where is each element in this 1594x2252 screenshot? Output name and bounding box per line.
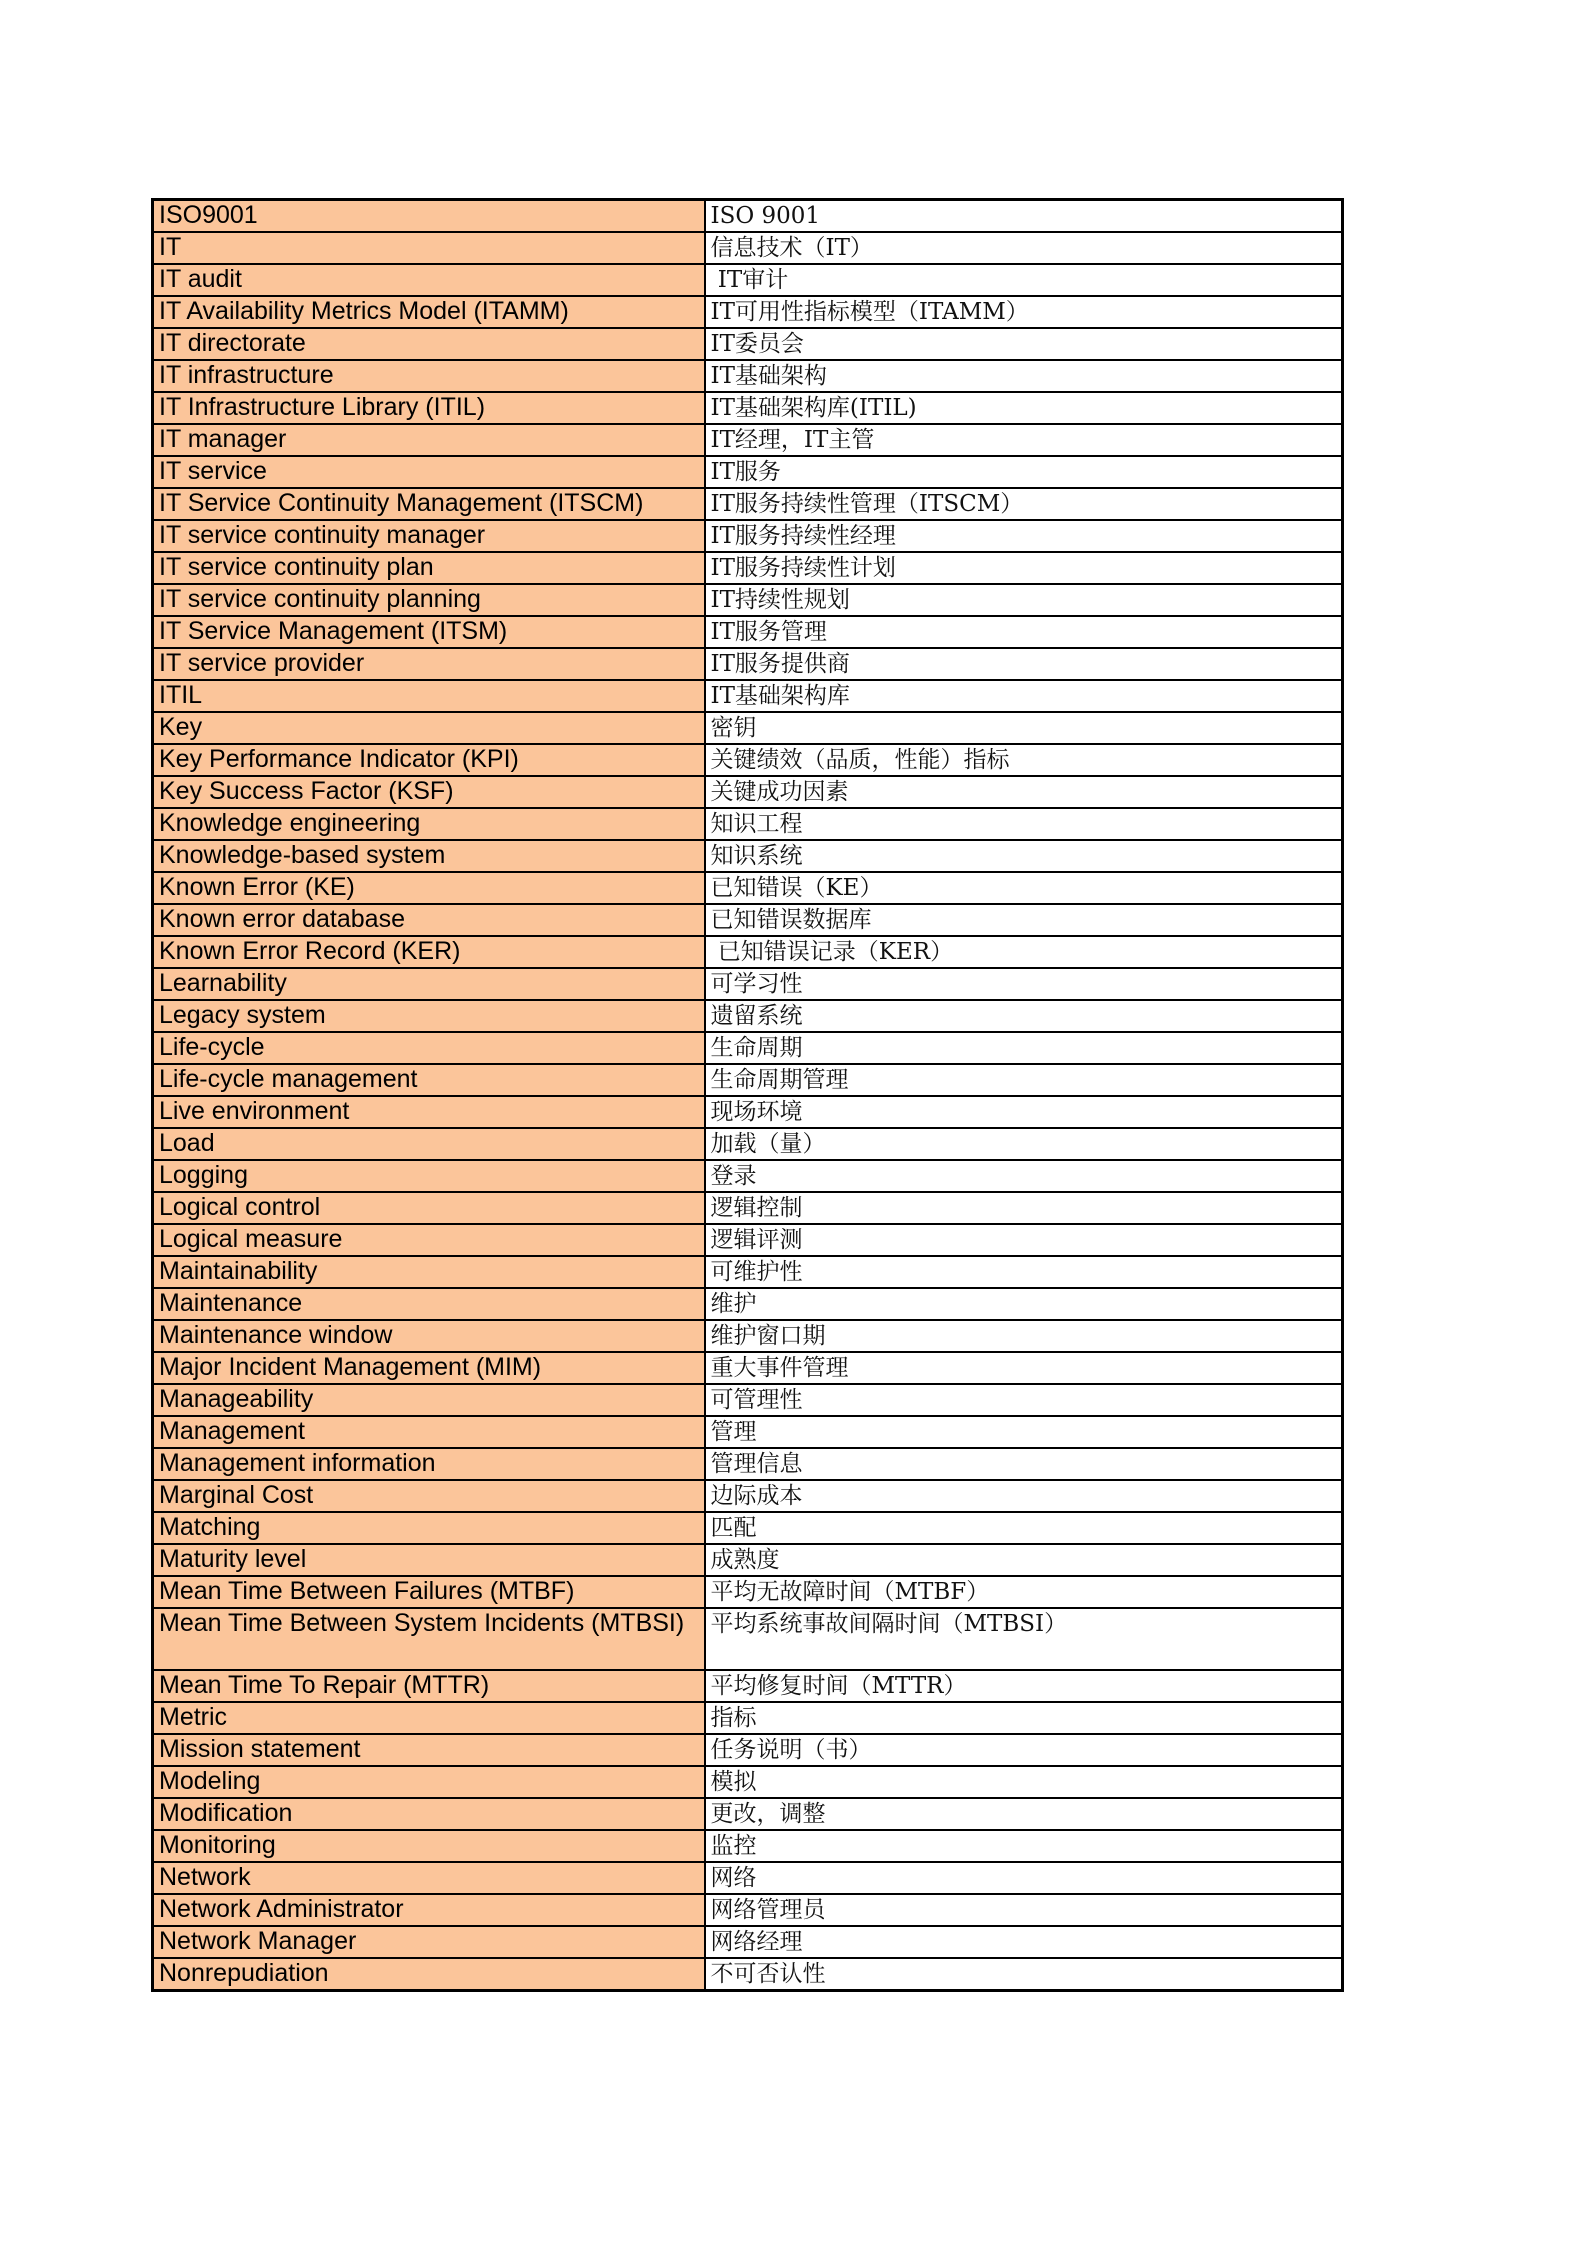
table-row [153, 808, 1343, 840]
term-chinese: 关键绩效（品质，性能）指标 [705, 744, 1343, 776]
table-row [153, 264, 1343, 296]
table-row [153, 1766, 1343, 1798]
term-english: Modeling [153, 1766, 705, 1798]
term-english: Knowledge engineering [153, 808, 705, 840]
term-chinese: 登录 [705, 1160, 1343, 1192]
table-row [153, 1416, 1343, 1448]
term-english: IT service continuity manager [153, 520, 705, 552]
table-row [153, 776, 1343, 808]
term-chinese: IT服务提供商 [705, 648, 1343, 680]
term-english: Network Manager [153, 1926, 705, 1958]
term-chinese: 密钥 [705, 712, 1343, 744]
table-row [153, 1000, 1343, 1032]
table-row [153, 744, 1343, 776]
term-english: Major Incident Management (MIM) [153, 1352, 705, 1384]
term-english: Mission statement [153, 1734, 705, 1766]
table-row [153, 392, 1343, 424]
table-row [153, 1830, 1343, 1862]
term-english: IT manager [153, 424, 705, 456]
table-row [153, 1320, 1343, 1352]
term-chinese: 管理 [705, 1416, 1343, 1448]
term-english: Known Error Record (KER) [153, 936, 705, 968]
term-chinese: IT基础架构 [705, 360, 1343, 392]
term-chinese: 平均系统事故间隔时间（MTBSI） [705, 1608, 1343, 1670]
term-english: Known error database [153, 904, 705, 936]
term-english: ITIL [153, 680, 705, 712]
term-chinese: IT审计 [705, 264, 1343, 296]
term-chinese: 知识系统 [705, 840, 1343, 872]
table-row [153, 1798, 1343, 1830]
table-row [153, 712, 1343, 744]
table-row [153, 456, 1343, 488]
table-row [153, 1734, 1343, 1766]
table-row [153, 1128, 1343, 1160]
table-row [153, 1512, 1343, 1544]
table-row [153, 1608, 1343, 1670]
term-chinese: 加载（量） [705, 1128, 1343, 1160]
term-chinese: 网络经理 [705, 1926, 1343, 1958]
term-english: Logical measure [153, 1224, 705, 1256]
table-row [153, 1544, 1343, 1576]
table-row [153, 424, 1343, 456]
table-row [153, 1384, 1343, 1416]
term-chinese: 任务说明（书） [705, 1734, 1343, 1766]
table-row [153, 1894, 1343, 1926]
term-english: Live environment [153, 1096, 705, 1128]
term-chinese: 平均修复时间（MTTR） [705, 1670, 1343, 1702]
term-chinese: 边际成本 [705, 1480, 1343, 1512]
table-row [153, 584, 1343, 616]
term-english: Monitoring [153, 1830, 705, 1862]
term-english: IT Infrastructure Library (ITIL) [153, 392, 705, 424]
term-chinese: 逻辑评测 [705, 1224, 1343, 1256]
term-chinese: 信息技术（IT） [705, 232, 1343, 264]
table-row [153, 1224, 1343, 1256]
term-english: IT directorate [153, 328, 705, 360]
term-chinese: IT持续性规划 [705, 584, 1343, 616]
term-chinese: 监控 [705, 1830, 1343, 1862]
table-row [153, 936, 1343, 968]
term-chinese: IT基础架构库 [705, 680, 1343, 712]
term-chinese: 不可否认性 [705, 1958, 1343, 1991]
table-row [153, 1288, 1343, 1320]
term-chinese: 网络管理员 [705, 1894, 1343, 1926]
term-chinese: 已知错误数据库 [705, 904, 1343, 936]
table-row [153, 648, 1343, 680]
term-chinese: 知识工程 [705, 808, 1343, 840]
term-english: Matching [153, 1512, 705, 1544]
term-english: IT Availability Metrics Model (ITAMM) [153, 296, 705, 328]
term-chinese: 维护 [705, 1288, 1343, 1320]
term-english: Mean Time To Repair (MTTR) [153, 1670, 705, 1702]
term-english: Legacy system [153, 1000, 705, 1032]
table-row [153, 552, 1343, 584]
term-chinese: 重大事件管理 [705, 1352, 1343, 1384]
table-row [153, 1926, 1343, 1958]
table-row [153, 488, 1343, 520]
term-chinese: IT服务管理 [705, 616, 1343, 648]
glossary-table [151, 198, 1344, 1992]
table-row [153, 1352, 1343, 1384]
table-row [153, 1064, 1343, 1096]
term-chinese: 成熟度 [705, 1544, 1343, 1576]
term-chinese: 匹配 [705, 1512, 1343, 1544]
term-english: IT service continuity planning [153, 584, 705, 616]
term-english: Network Administrator [153, 1894, 705, 1926]
glossary-body [153, 200, 1343, 1991]
table-row [153, 1670, 1343, 1702]
term-english: Marginal Cost [153, 1480, 705, 1512]
term-chinese: 已知错误记录（KER） [705, 936, 1343, 968]
term-english: Load [153, 1128, 705, 1160]
term-english: IT [153, 232, 705, 264]
term-chinese: 可学习性 [705, 968, 1343, 1000]
table-row [153, 904, 1343, 936]
table-row [153, 200, 1343, 233]
term-chinese: 指标 [705, 1702, 1343, 1734]
term-chinese: 可管理性 [705, 1384, 1343, 1416]
term-chinese: IT服务 [705, 456, 1343, 488]
term-chinese: 模拟 [705, 1766, 1343, 1798]
term-chinese: IT服务持续性管理（ITSCM） [705, 488, 1343, 520]
term-chinese: IT经理，IT主管 [705, 424, 1343, 456]
term-english: Mean Time Between System Incidents (MTBSI) [153, 1608, 705, 1670]
term-english: IT infrastructure [153, 360, 705, 392]
term-chinese: 已知错误（KE） [705, 872, 1343, 904]
table-row [153, 872, 1343, 904]
term-english: Key Performance Indicator (KPI) [153, 744, 705, 776]
term-chinese: IT委员会 [705, 328, 1343, 360]
table-row [153, 1256, 1343, 1288]
term-english: Manageability [153, 1384, 705, 1416]
term-english: Knowledge-based system [153, 840, 705, 872]
table-row [153, 1032, 1343, 1064]
term-english: IT service [153, 456, 705, 488]
term-english: IT Service Management (ITSM) [153, 616, 705, 648]
table-row [153, 232, 1343, 264]
table-row [153, 328, 1343, 360]
term-english: Known Error (KE) [153, 872, 705, 904]
term-chinese: IT可用性指标模型（ITAMM） [705, 296, 1343, 328]
table-row [153, 1862, 1343, 1894]
table-row [153, 1096, 1343, 1128]
term-english: IT audit [153, 264, 705, 296]
term-chinese: 现场环境 [705, 1096, 1343, 1128]
term-chinese: IT基础架构库(ITIL) [705, 392, 1343, 424]
term-english: Key [153, 712, 705, 744]
term-english: Mean Time Between Failures (MTBF) [153, 1576, 705, 1608]
term-english: Life-cycle management [153, 1064, 705, 1096]
term-english: Life-cycle [153, 1032, 705, 1064]
term-english: IT service provider [153, 648, 705, 680]
term-chinese: 逻辑控制 [705, 1192, 1343, 1224]
table-row [153, 1448, 1343, 1480]
table-row [153, 1702, 1343, 1734]
term-chinese: IT服务持续性计划 [705, 552, 1343, 584]
term-english: Metric [153, 1702, 705, 1734]
term-english: Key Success Factor (KSF) [153, 776, 705, 808]
table-row [153, 1160, 1343, 1192]
term-english: IT Service Continuity Management (ITSCM) [153, 488, 705, 520]
term-chinese: 更改，调整 [705, 1798, 1343, 1830]
table-row [153, 520, 1343, 552]
term-english: Maintenance [153, 1288, 705, 1320]
table-row [153, 296, 1343, 328]
table-row [153, 1192, 1343, 1224]
table-row [153, 680, 1343, 712]
term-english: Network [153, 1862, 705, 1894]
term-english: Maturity level [153, 1544, 705, 1576]
term-chinese: 可维护性 [705, 1256, 1343, 1288]
table-row [153, 840, 1343, 872]
term-english: ISO9001 [153, 200, 705, 233]
term-english: Nonrepudiation [153, 1958, 705, 1991]
term-english: Modification [153, 1798, 705, 1830]
term-chinese: 维护窗口期 [705, 1320, 1343, 1352]
term-english: Management [153, 1416, 705, 1448]
term-english: Logical control [153, 1192, 705, 1224]
term-chinese: 生命周期 [705, 1032, 1343, 1064]
term-english: IT service continuity plan [153, 552, 705, 584]
term-chinese: 生命周期管理 [705, 1064, 1343, 1096]
term-english: Learnability [153, 968, 705, 1000]
term-chinese: 关键成功因素 [705, 776, 1343, 808]
term-chinese: IT服务持续性经理 [705, 520, 1343, 552]
table-row [153, 1958, 1343, 1991]
table-row [153, 616, 1343, 648]
table-row [153, 1480, 1343, 1512]
term-chinese: 平均无故障时间（MTBF） [705, 1576, 1343, 1608]
term-english: Maintainability [153, 1256, 705, 1288]
term-english: Maintenance window [153, 1320, 705, 1352]
term-chinese: 管理信息 [705, 1448, 1343, 1480]
term-english: Management information [153, 1448, 705, 1480]
table-row [153, 968, 1343, 1000]
table-row [153, 1576, 1343, 1608]
term-chinese: 网络 [705, 1862, 1343, 1894]
term-chinese: ISO 9001 [705, 200, 1343, 233]
term-chinese: 遗留系统 [705, 1000, 1343, 1032]
term-english: Logging [153, 1160, 705, 1192]
table-row [153, 360, 1343, 392]
